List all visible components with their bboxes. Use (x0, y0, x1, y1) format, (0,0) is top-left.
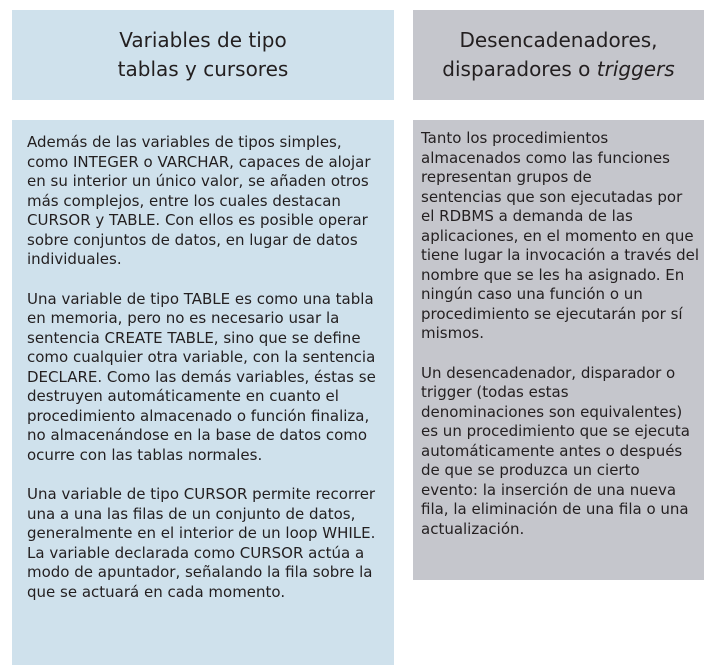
right-paragraph-line: trigger (todas estas (421, 383, 569, 401)
right-title-italic-text: triggers (596, 57, 675, 81)
right-paragraph-line: procedimiento se ejecutarán por sí (421, 304, 683, 323)
left-paragraph-line: individuales. (27, 250, 122, 268)
left-paragraph-line: no almacenándose en la base de datos como (27, 426, 368, 444)
left-paragraph-line: como cualquier otra variable, con la sentencia (27, 348, 376, 366)
left-column-title (118, 26, 289, 84)
right-paragraph-line: evento: la inserción de una nueva (421, 480, 677, 499)
right-paragraph-line: automáticamente antes o después (421, 441, 683, 460)
right-title-line-2 (442, 55, 674, 84)
left-paragraph-line: ocurre con las tablas normales. (27, 445, 263, 464)
right-paragraph-line: denominaciones son equivalentes) (421, 402, 683, 421)
right-paragraph-line: de que se produzca un cierto (421, 461, 640, 479)
right-paragraph-line: mismos. (421, 324, 484, 342)
right-title-plain-text: disparadores o (442, 57, 597, 81)
right-paragraph-line: Un desencadenador, disparador o (421, 363, 676, 382)
right-paragraph-line: representan grupos de (421, 168, 592, 186)
left-paragraph (27, 485, 378, 602)
left-paragraph-line: CURSOR y TABLE. Con ellos es posible operar (27, 211, 368, 229)
left-paragraph-line: procedimiento almacenado o función finaliza, (27, 406, 370, 425)
right-paragraph-line: ningún caso una función o un (421, 285, 643, 303)
right-paragraph-line: fila, la eliminación de una fila o una (421, 500, 689, 518)
left-paragraph-line: una a una las filas de un conjunto de datos, (27, 504, 356, 523)
right-paragraph-line: es un procedimiento que se ejecuta (421, 422, 690, 440)
left-paragraph-line: más complejos, entre los cuales destacan (27, 191, 341, 210)
left-column-header (12, 10, 394, 100)
left-paragraph-line: La variable declarada como CURSOR actúa a (27, 543, 365, 562)
left-paragraph-line: que se actuará en cada momento. (27, 582, 286, 601)
right-paragraph-line: nombre que se les ha asignado. En (421, 265, 685, 284)
left-paragraph-line: en su interior un único valor, se añaden otros (27, 172, 369, 190)
left-paragraph-line: Además de las variables de tipos simples, (27, 133, 342, 151)
left-paragraph-line: destruyen automáticamente en cuanto el (27, 387, 339, 405)
left-title-line-1: Variables de tipo (119, 28, 287, 52)
right-paragraph (421, 129, 700, 344)
left-paragraph-line: modo de apuntador, señalando la fila sobre la (27, 563, 373, 581)
left-paragraph-line: como INTEGER o VARCHAR, capaces de alojar (27, 152, 371, 171)
right-paragraph-line: sentencias que son ejecutadas por (421, 187, 683, 206)
left-paragraph-line: sobre conjuntos de datos, en lugar de datos (27, 230, 358, 249)
right-paragraph-line: tiene lugar la invocación a través del (421, 246, 700, 264)
right-column-body (413, 120, 704, 580)
left-paragraph-line: en memoria, pero no es necesario usar la (27, 309, 340, 327)
right-column-header (413, 10, 704, 100)
left-title-line-2: tablas y cursores (117, 57, 289, 81)
right-title-line-1: Desencadenadores, (459, 28, 658, 52)
right-paragraph-line: actualización. (421, 519, 525, 538)
left-paragraph-line: sentencia CREATE TABLE, sino que se define (27, 328, 361, 347)
left-paragraph-line: Una variable de tipo TABLE es como una tabla (27, 289, 374, 308)
left-paragraph-line: DECLARE. Como las demás variables, éstas se (27, 367, 376, 386)
right-paragraph-line: aplicaciones, en el momento en que (421, 226, 694, 245)
right-column-title (442, 26, 674, 84)
left-column-body (12, 120, 394, 665)
right-paragraph-line: almacenados como las funciones (421, 148, 670, 167)
right-paragraph-line: Tanto los procedimientos (421, 129, 609, 147)
right-paragraph-line: el RDBMS a demanda de las (421, 207, 633, 225)
left-paragraph (27, 290, 378, 466)
left-paragraph (27, 133, 378, 270)
right-paragraph (421, 364, 697, 540)
left-paragraph-line: generalmente en el interior de un loop WHILE. (27, 524, 376, 542)
left-paragraph-line: Una variable de tipo CURSOR permite recorrer (27, 485, 376, 503)
